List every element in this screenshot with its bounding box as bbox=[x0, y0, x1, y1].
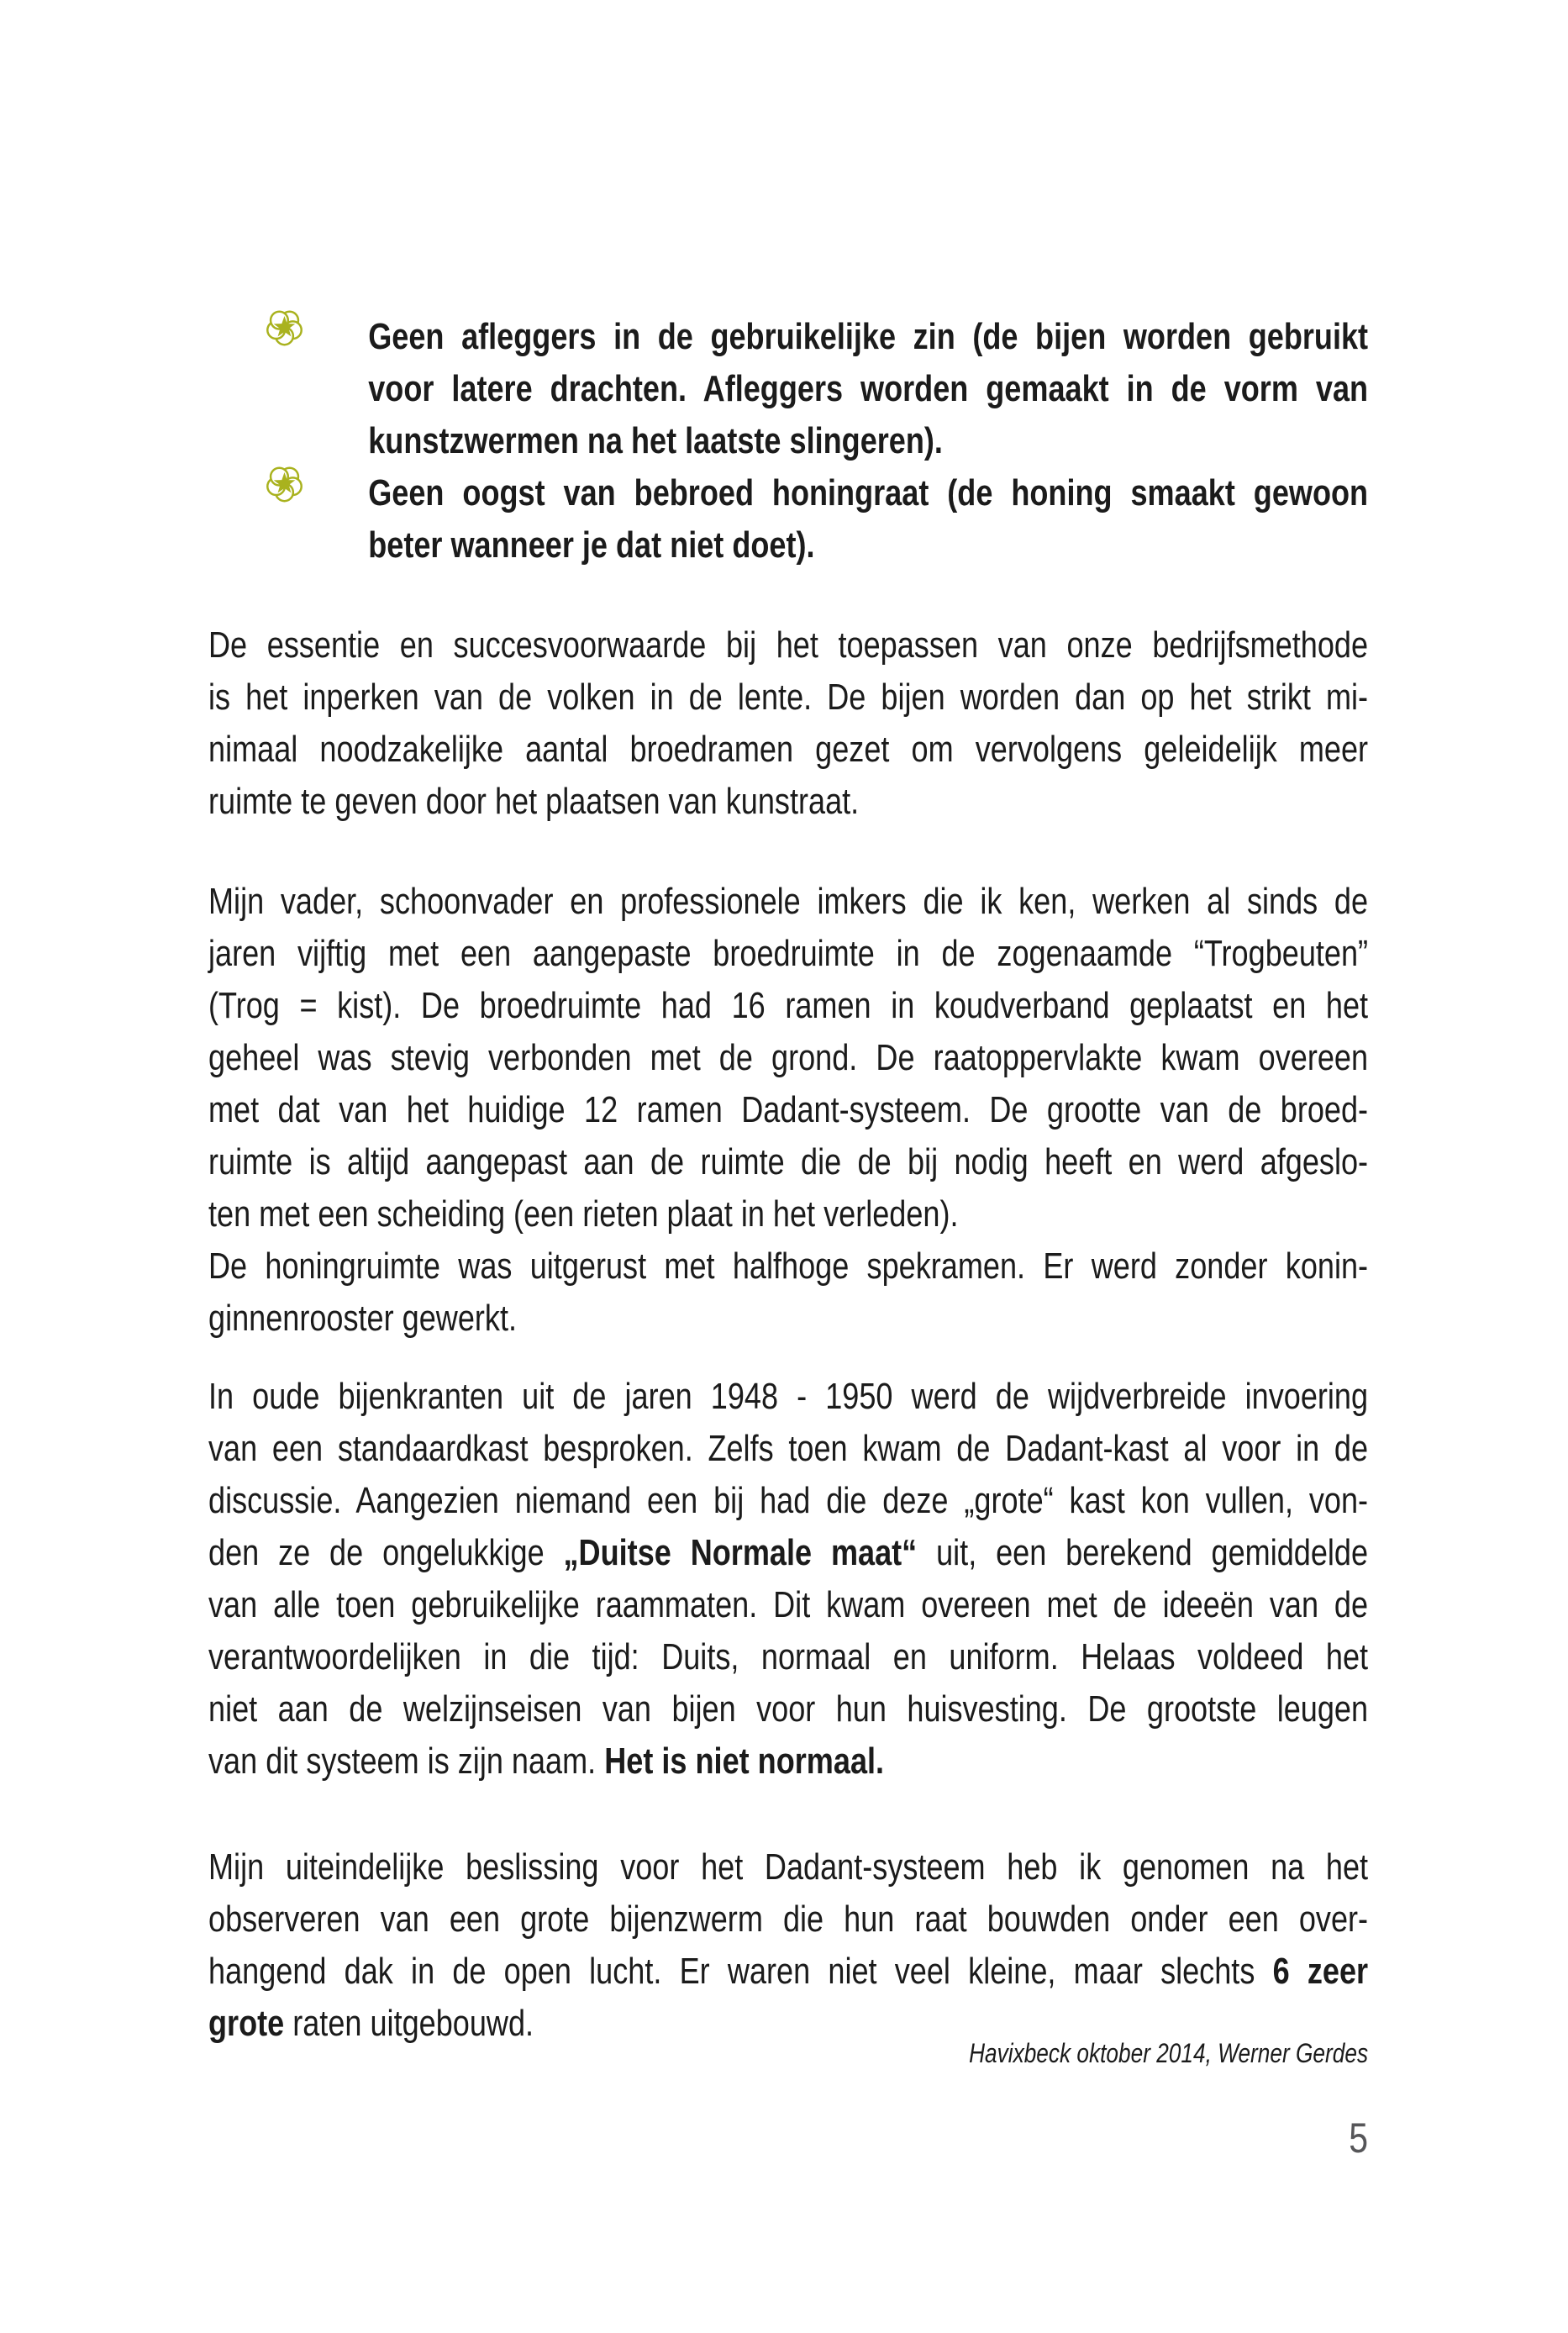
text-segment: is het inperken van de volken in de lente. De bijen worden dan op het strikt mi- bbox=[208, 677, 1369, 718]
paragraph-vader bbox=[208, 876, 1368, 1345]
text-line bbox=[368, 415, 1368, 467]
text-line bbox=[208, 1683, 1368, 1735]
text-segment: kunstzwermen na het laatste slingeren). bbox=[368, 420, 943, 461]
text-line bbox=[208, 1527, 1368, 1579]
text-line bbox=[208, 1371, 1368, 1423]
text-segment: ruimte te geven door het plaatsen van kunstraat. bbox=[208, 781, 860, 822]
text-line bbox=[208, 1136, 1368, 1188]
text-line bbox=[208, 876, 1368, 928]
text-segment: observeren van een grote bijenzwerm die hun raat bouwden onder een over- bbox=[208, 1899, 1369, 1940]
text-segment: De essentie en succesvoorwaarde bij het toepassen van onze bedrijfsmethode bbox=[208, 624, 1369, 666]
text-line bbox=[208, 980, 1368, 1032]
text-line bbox=[208, 1475, 1368, 1527]
content-column bbox=[208, 0, 1368, 2333]
text-line bbox=[208, 1084, 1368, 1136]
text-segment: hangend dak in de open lucht. Er waren niet veel kleine, maar slechts bbox=[208, 1951, 1273, 1992]
text-line bbox=[208, 1946, 1368, 1998]
text-line bbox=[208, 1893, 1368, 1946]
text-line bbox=[208, 671, 1368, 724]
text-line bbox=[208, 1032, 1368, 1084]
text-segment: niet aan de welzijnseisen van bijen voor hun huisvesting. De grootste leugen bbox=[208, 1688, 1369, 1730]
text-line bbox=[208, 724, 1368, 776]
text-segment: van alle toen gebruikelijke raammaten. Dit kwam overeen met de ideeën van de bbox=[208, 1584, 1369, 1625]
bullet-list bbox=[368, 311, 1368, 571]
text-line bbox=[368, 467, 1368, 519]
text-segment: raten uitgebouwd. bbox=[284, 2003, 534, 2044]
text-line bbox=[208, 1240, 1368, 1293]
paragraph-essentie bbox=[208, 619, 1368, 828]
bullet-item bbox=[368, 467, 1368, 571]
text-segment: Geen afleggers in de gebruikelijke zin (de bijen worden gebruikt bbox=[368, 316, 1369, 357]
text-segment: van dit systeem is zijn naam. bbox=[208, 1741, 605, 1782]
text-segment: Geen oogst van bebroed honingraat (de honing smaakt gewoon bbox=[368, 472, 1369, 513]
text-line bbox=[208, 1293, 1368, 1345]
text-segment: Mijn uiteindelijke beslissing voor het Dadant-systeem heb ik genomen na het bbox=[208, 1846, 1369, 1888]
bold-text-segment: 6 zeer bbox=[1272, 1951, 1369, 1992]
bold-text-segment: „Duitse Normale maat“ bbox=[563, 1532, 918, 1573]
text-line bbox=[368, 363, 1368, 415]
text-segment: (Trog = kist). De broedruimte had 16 ramen in koudverband geplaatst en het bbox=[208, 985, 1369, 1026]
text-segment: geheel was stevig verbonden met de grond. De raatoppervlakte kwam overeen bbox=[208, 1037, 1369, 1078]
paragraph-beslissing bbox=[208, 1841, 1368, 2050]
text-line bbox=[208, 1423, 1368, 1475]
text-segment: den ze de ongelukkige bbox=[208, 1532, 564, 1573]
text-segment: Mijn vader, schoonvader en professionele imkers die ik ken, werken al sinds de bbox=[208, 881, 1369, 922]
text-segment: uit, een berekend gemiddelde bbox=[917, 1532, 1369, 1573]
text-line bbox=[368, 311, 1368, 363]
text-segment: ruimte is altijd aangepast aan de ruimte die de bij nodig heeft en werd afgeslo- bbox=[208, 1141, 1369, 1182]
bold-text-segment: grote bbox=[208, 2003, 285, 2044]
text-segment: met dat van het huidige 12 ramen Dadant-systeem. De grootte van de broed- bbox=[208, 1089, 1369, 1130]
page-number: 5 bbox=[1349, 2114, 1369, 2162]
bold-text-segment: Het is niet normaal. bbox=[604, 1741, 885, 1782]
text-line bbox=[208, 1188, 1368, 1240]
text-line bbox=[208, 1631, 1368, 1683]
text-line bbox=[208, 1579, 1368, 1631]
text-line bbox=[208, 928, 1368, 980]
text-line bbox=[208, 1841, 1368, 1893]
text-segment: discussie. Aangezien niemand een bij had die deze „grote“ kast kon vullen, von- bbox=[208, 1480, 1369, 1521]
text-segment: nimaal noodzakelijke aantal broedramen gezet om vervolgens geleidelijk meer bbox=[208, 729, 1369, 770]
text-line bbox=[368, 519, 1368, 571]
text-segment: In oude bijenkranten uit de jaren 1948 - 1950 werd de wijdverbreide invoering bbox=[208, 1376, 1369, 1417]
text-segment: voor latere drachten. Afleggers worden gemaakt in de vorm van bbox=[368, 368, 1369, 409]
text-segment: van een standaardkast besproken. Zelfs toen kwam de Dadant-kast al voor in de bbox=[208, 1428, 1369, 1469]
text-segment: beter wanneer je dat niet doet). bbox=[368, 524, 815, 566]
text-segment: verantwoordelijken in die tijd: Duits, normaal en uniform. Helaas voldeed het bbox=[208, 1636, 1369, 1677]
text-segment: ten met een scheiding (een rieten plaat in het verleden). bbox=[208, 1193, 959, 1235]
text-segment: De honingruimte was uitgerust met halfhoge spekramen. Er werd zonder konin- bbox=[208, 1245, 1369, 1287]
text-segment: ginnenrooster gewerkt. bbox=[208, 1298, 518, 1339]
text-line bbox=[208, 619, 1368, 671]
text-line bbox=[208, 776, 1368, 828]
text-segment: jaren vijftig met een aangepaste broedruimte in de zogenaamde “Trogbeuten” bbox=[208, 933, 1369, 974]
text-line bbox=[208, 1735, 1368, 1788]
paragraph-kranten bbox=[208, 1371, 1368, 1788]
bullet-item bbox=[368, 311, 1368, 467]
attribution: Havixbeck oktober 2014, Werner Gerdes bbox=[969, 2038, 1369, 2068]
